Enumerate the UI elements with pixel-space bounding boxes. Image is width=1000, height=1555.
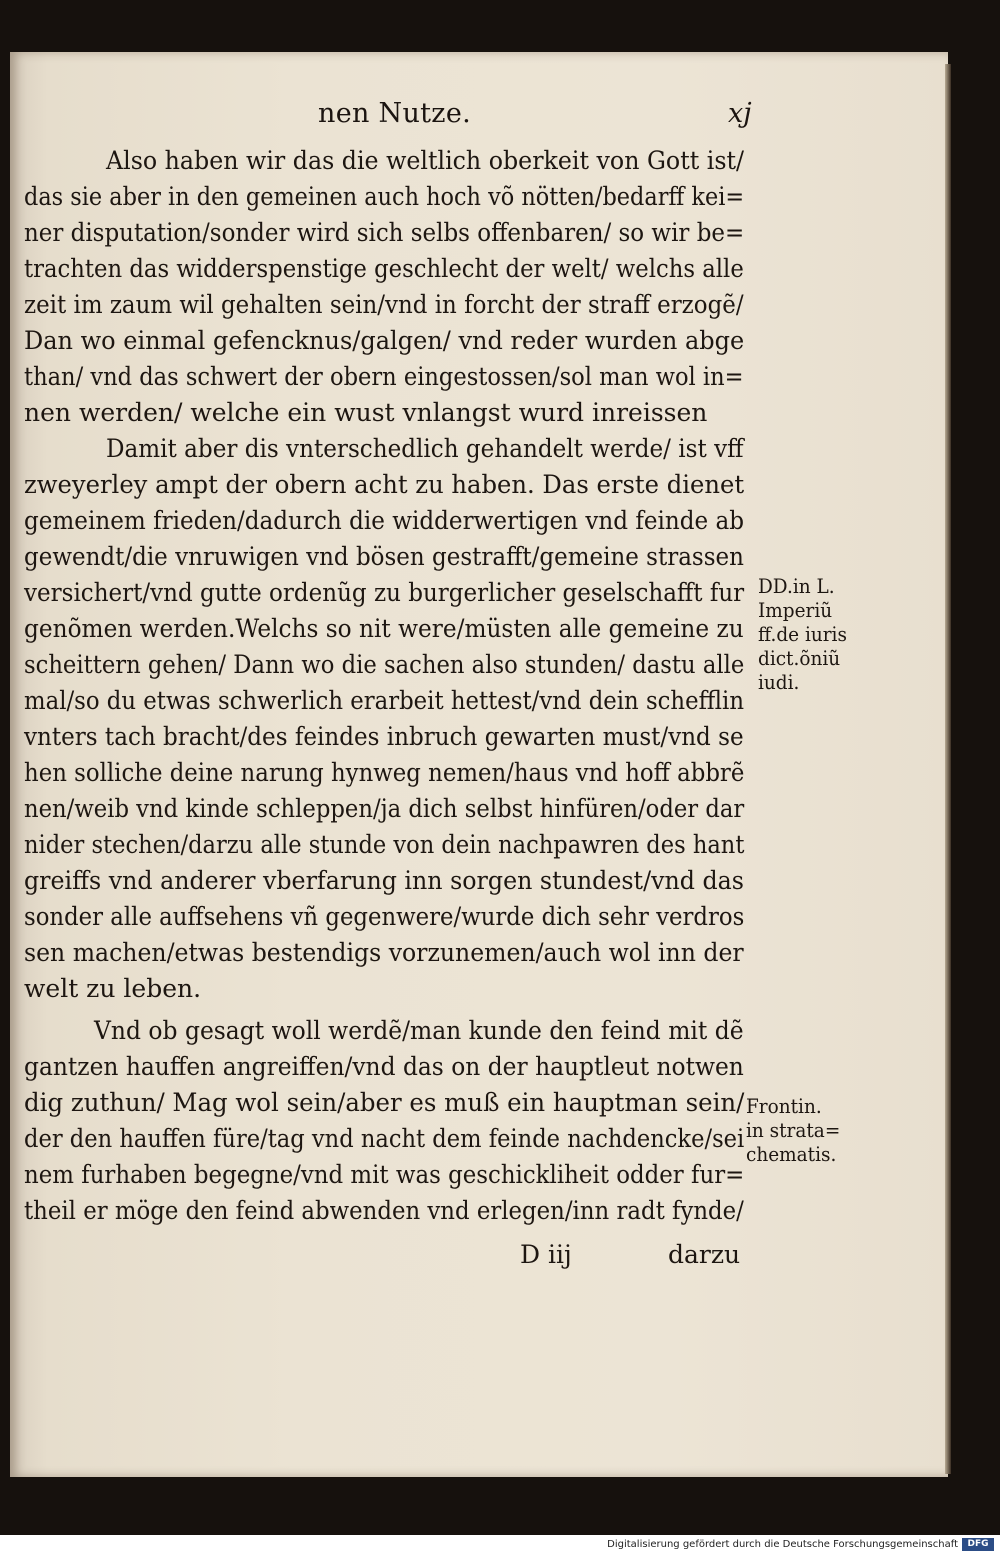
margin-note-line: iudi. [758, 670, 800, 694]
text-line: welt zu leben. [24, 974, 202, 1003]
text-line: Damit aber dis vnterschedlich gehandelt werde/ ist vff [106, 434, 744, 463]
text-line: zeit im zaum wil gehalten sein/vnd in forcht der straff erzogẽ/ [24, 290, 744, 319]
dfg-logo: DFG [962, 1538, 994, 1551]
margin-note-line: ff.de iuris [758, 622, 847, 646]
running-header: nen Nutze. [318, 98, 471, 129]
text-line: der den hauffen füre/tag vnd nacht dem feinde nachdencke/sei [24, 1124, 745, 1153]
margin-note-line: dict.õniũ [758, 646, 841, 670]
text-line: mal/so du etwas schwerlich erarbeit hettest/vnd dein schefflin [24, 686, 745, 715]
text-line: greiffs vnd anderer vberfarung inn sorgen stundest/vnd das [24, 866, 744, 895]
funding-credit: Digitalisierung gefördert durch die Deutsche Forschungsgemeinschaft [607, 1539, 958, 1550]
text-line: sonder alle auffsehens vñ gegenwere/wurde dich sehr verdros [24, 902, 745, 931]
text-line: gantzen hauffen angreiffen/vnd das on der hauptleut notwen [24, 1052, 744, 1081]
margin-note-line: chematis. [746, 1142, 837, 1166]
text-line: Dan wo einmal gefencknus/galgen/ vnd reder wurden abge [24, 326, 745, 355]
text-line: hen solliche deine narung hynweg nemen/haus vnd hoff abbrẽ [24, 758, 745, 787]
text-line: das sie aber in den gemeinen auch hoch võ nötten/bedarff kei= [24, 182, 745, 211]
text-line: versichert/vnd gutte ordenũg zu burgerlicher geselschafft fur [24, 578, 745, 607]
text-line: dig zuthun/ Mag wol sein/aber es muß ein hauptman sein/ [24, 1088, 745, 1117]
margin-note-line: Frontin. [746, 1094, 822, 1118]
text-line: gemeinem frieden/dadurch die widderwertigen vnd feinde ab [24, 506, 745, 535]
text-line: sen machen/etwas bestendigs vorzunemen/auch wol inn der [24, 938, 744, 967]
text-line: trachten das widderspenstige geschlecht der welt/ welchs alle [24, 254, 744, 283]
page-edge [945, 64, 951, 1474]
text-line: Also haben wir das die weltlich oberkeit von Gott ist/ [106, 146, 745, 175]
text-line: zweyerley ampt der obern acht zu haben. Das erste dienet [24, 470, 745, 499]
margin-note-line: in strata= [746, 1118, 841, 1142]
text-line: nem furhaben begegne/vnd mit was geschickliheit odder fur= [24, 1160, 745, 1189]
text-line: gewendt/die vnruwigen vnd bösen gestrafft/gemeine strassen [24, 542, 744, 571]
margin-note-digest [758, 574, 888, 694]
text-line: vnters tach bracht/des feindes inbruch gewarten must/vnd se [24, 722, 744, 751]
text-line: theil er möge den feind abwenden vnd erlegen/inn radt fynde/ [24, 1196, 744, 1225]
margin-note-frontinus [746, 1094, 876, 1166]
margin-note-line: DD.in L. [758, 574, 835, 598]
catchword: darzu [668, 1240, 741, 1269]
margin-note-line: Imperiũ [758, 598, 833, 622]
folio-number: xj [728, 98, 752, 129]
text-line: Vnd ob gesagt woll werdẽ/man kunde den feind mit dẽ [94, 1016, 744, 1045]
signature-mark: D iij [520, 1240, 572, 1269]
text-line: nider stechen/darzu alle stunde von dein nachpawren des hant [24, 830, 745, 859]
text-line: ner disputation/sonder wird sich selbs offenbaren/ so wir be= [24, 218, 745, 247]
text-line: genõmen werden.Welchs so nit were/müsten alle gemeine zu [24, 614, 744, 643]
text-line: nen/weib vnd kinde schleppen/ja dich selbst hinfüren/oder dar [24, 794, 745, 823]
text-line: scheittern gehen/ Dann wo die sachen also stunden/ dastu alle [24, 650, 745, 679]
text-line: than/ vnd das schwert der obern eingestossen/sol man wol in= [24, 362, 744, 391]
text-line: nen werden/ welche ein wust vnlangst wurd inreissen [24, 398, 708, 427]
